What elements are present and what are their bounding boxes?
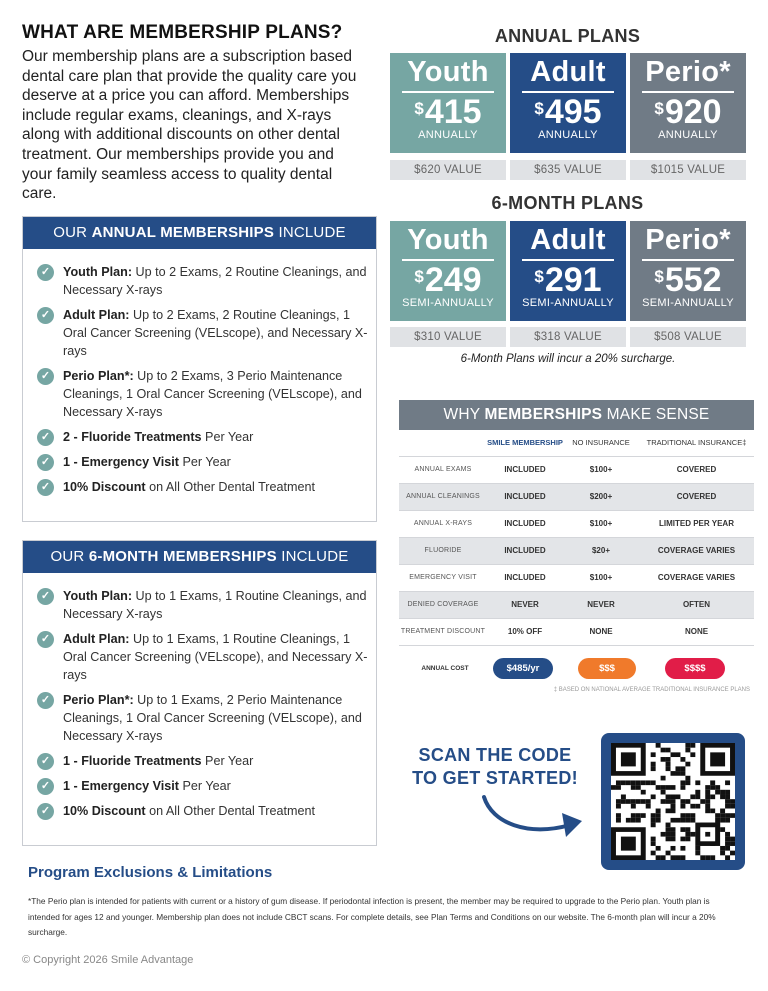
list-item-text bbox=[63, 428, 253, 446]
plan-currency: $ bbox=[414, 267, 424, 286]
check-icon: ✓ bbox=[37, 692, 54, 709]
cell-smile: INCLUDED bbox=[487, 483, 563, 510]
list-item bbox=[37, 263, 368, 299]
list-item-text bbox=[63, 802, 315, 820]
table-row bbox=[399, 483, 754, 510]
check-icon: ✓ bbox=[37, 264, 54, 281]
curved-arrow-icon bbox=[478, 793, 588, 843]
cell-smile: 10% OFF bbox=[487, 618, 563, 645]
list-item-text bbox=[63, 478, 315, 496]
list-item-bold: 1 - Fluoride Treatments bbox=[63, 754, 202, 768]
plan-price bbox=[510, 93, 626, 131]
list-item-text bbox=[63, 453, 231, 471]
cost-smile-pill: $485/yr bbox=[493, 658, 553, 679]
list-item-text bbox=[63, 777, 231, 795]
annual-plans-title: ANNUAL PLANS bbox=[494, 26, 641, 46]
list-item-bold: 1 - Emergency Visit bbox=[63, 779, 179, 793]
annual-memberships-heading: OUR ANNUAL MEMBERSHIPS INCLUDE bbox=[23, 217, 376, 249]
list-item-bold: Perio Plan*: bbox=[63, 369, 134, 383]
table-row bbox=[399, 537, 754, 564]
list-item-bold: Youth Plan: bbox=[63, 265, 133, 279]
sixmonth-plan-cards bbox=[390, 221, 746, 321]
insurance-footnote: ‡ BASED ON NATIONAL AVERAGE TRADITIONAL INSURANCE PLANS bbox=[553, 687, 750, 693]
plan-currency: $ bbox=[534, 99, 544, 118]
list-item-detail: Per Year bbox=[178, 779, 231, 793]
plan-currency: $ bbox=[534, 267, 544, 286]
scan-line-1: SCAN THE CODE bbox=[418, 745, 572, 765]
cell-no-insurance: NONE bbox=[563, 618, 639, 645]
cell-smile: NEVER bbox=[487, 591, 563, 618]
plan-amount: 415 bbox=[424, 93, 482, 131]
table-row bbox=[399, 456, 754, 483]
list-item-text bbox=[63, 691, 368, 745]
plan-amount: 920 bbox=[664, 93, 722, 131]
plan-frequency: SEMI-ANNUALLY bbox=[642, 297, 734, 309]
list-item bbox=[37, 630, 368, 684]
cell-smile: INCLUDED bbox=[487, 456, 563, 483]
annual-memberships-box bbox=[22, 216, 377, 522]
why-memberships-table bbox=[399, 400, 754, 646]
plan-currency: $ bbox=[414, 99, 424, 118]
cell-no-insurance: NEVER bbox=[563, 591, 639, 618]
list-item-text bbox=[63, 587, 368, 623]
plan-card-perio bbox=[630, 221, 746, 321]
plan-price bbox=[510, 261, 626, 299]
check-icon: ✓ bbox=[37, 588, 54, 605]
check-icon: ✓ bbox=[37, 631, 54, 648]
cell-traditional: LIMITED PER YEAR bbox=[639, 510, 754, 537]
plan-currency: $ bbox=[654, 99, 664, 118]
plan-value: $508 VALUE bbox=[630, 327, 746, 347]
plan-price bbox=[390, 261, 506, 299]
intro-body: Our membership plans are a subscription based dental care plan that provide the quality care you deserve at a price you can afford. Memberships include regular exams, cleanings, and X-rays along with additional discounts on other dental treatment. Our memberships provide you and your family seamless access to quality dental care. bbox=[22, 48, 357, 203]
annual-cost-row bbox=[399, 658, 754, 679]
plan-name: Youth bbox=[407, 56, 489, 88]
list-item bbox=[37, 428, 368, 446]
plan-amount: 249 bbox=[424, 261, 482, 299]
column-header-traditional: TRADITIONAL INSURANCE‡ bbox=[646, 438, 747, 448]
list-item-bold: 1 - Emergency Visit bbox=[63, 455, 179, 469]
plan-currency: $ bbox=[654, 267, 664, 286]
cell-no-insurance: $200+ bbox=[563, 483, 639, 510]
cost-no-insurance-pill: $$$ bbox=[578, 658, 636, 679]
list-item-detail: on All Other Dental Treatment bbox=[145, 804, 315, 818]
cell-no-insurance: $100+ bbox=[563, 564, 639, 591]
list-item bbox=[37, 587, 368, 623]
sixmonth-memberships-box bbox=[22, 540, 377, 846]
annual-cost-label: ANNUAL COST bbox=[421, 665, 469, 672]
cell-traditional: COVERAGE VARIES bbox=[639, 564, 754, 591]
plan-frequency: ANNUALLY bbox=[658, 129, 718, 141]
plan-name: Adult bbox=[530, 56, 606, 88]
list-item-detail: Up to 1 Exams, 1 Routine Cleanings, 1 Oral Cancer Screening (VELscope), and Necessary X-rays bbox=[63, 632, 368, 682]
why-memberships-heading: WHY MEMBERSHIPS MAKE SENSE bbox=[399, 400, 754, 430]
list-item-text bbox=[63, 630, 368, 684]
plan-card-youth bbox=[390, 221, 506, 321]
list-item-detail: Up to 2 Exams, 2 Routine Cleanings, 1 Oral Cancer Screening (VELscope), and Necessary X-rays bbox=[63, 308, 368, 358]
plan-card-perio bbox=[630, 53, 746, 153]
row-label: ANNUAL EXAMS bbox=[399, 456, 487, 483]
list-item-bold: Adult Plan: bbox=[63, 632, 130, 646]
list-item bbox=[37, 752, 368, 770]
list-item-bold: Adult Plan: bbox=[63, 308, 130, 322]
plan-card-adult bbox=[510, 53, 626, 153]
list-item bbox=[37, 453, 368, 471]
list-item-detail: Up to 2 Exams, 2 Routine Cleanings, and Necessary X-rays bbox=[63, 265, 367, 297]
list-item-detail: on All Other Dental Treatment bbox=[145, 480, 315, 494]
cost-traditional-pill: $$$$ bbox=[665, 658, 725, 679]
check-icon: ✓ bbox=[37, 778, 54, 795]
plan-amount: 291 bbox=[544, 261, 602, 299]
surcharge-note: 6-Month Plans will incur a 20% surcharge. bbox=[460, 353, 676, 365]
list-item-detail: Per Year bbox=[201, 754, 254, 768]
list-item-detail: Per Year bbox=[201, 430, 254, 444]
plan-frequency: ANNUALLY bbox=[418, 129, 478, 141]
exclusions-text: *The Perio plan is intended for patients with current or a history of gum disease. If periodontal infection is present, the member may be required to upgrade to the Perio plan. Youth plan is intended for ages 12 and younger. Membership plan does not include CBCT scans. For complete details, see Plan Terms and Conditions on our website. The 6-month plan will incur a 20% surcharge. bbox=[28, 896, 716, 937]
plan-name: Adult bbox=[530, 224, 606, 256]
row-label: ANNUAL X-RAYS bbox=[399, 510, 487, 537]
row-label: EMERGENCY VISIT bbox=[399, 564, 487, 591]
list-item-bold: 2 - Fluoride Treatments bbox=[63, 430, 202, 444]
list-item bbox=[37, 691, 368, 745]
plan-name: Youth bbox=[407, 224, 489, 256]
intro-title: WHAT ARE MEMBERSHIP PLANS? bbox=[22, 22, 343, 43]
list-item-text bbox=[63, 752, 253, 770]
sixmonth-memberships-list bbox=[23, 573, 376, 837]
table-row bbox=[399, 591, 754, 618]
list-item bbox=[37, 306, 368, 360]
sixmonth-plans-title: 6-MONTH PLANS bbox=[491, 193, 644, 213]
plan-price bbox=[630, 93, 746, 131]
sixmonth-memberships-heading: OUR 6-MONTH MEMBERSHIPS INCLUDE bbox=[23, 541, 376, 573]
cell-traditional: COVERED bbox=[639, 483, 754, 510]
plan-amount: 495 bbox=[544, 93, 602, 131]
cell-smile: INCLUDED bbox=[487, 510, 563, 537]
list-item bbox=[37, 478, 368, 496]
cell-traditional: NONE bbox=[639, 618, 754, 645]
list-item-text bbox=[63, 306, 368, 360]
table-header-row bbox=[399, 430, 754, 456]
cell-smile: INCLUDED bbox=[487, 537, 563, 564]
annual-memberships-list bbox=[23, 249, 376, 513]
cell-no-insurance: $100+ bbox=[563, 510, 639, 537]
column-header-label bbox=[399, 430, 487, 456]
check-icon: ✓ bbox=[37, 479, 54, 496]
list-item-bold: Perio Plan*: bbox=[63, 693, 134, 707]
plan-name: Perio* bbox=[645, 56, 731, 88]
cell-traditional: COVERED bbox=[639, 456, 754, 483]
exclusions-title: Program Exclusions & Limitations bbox=[28, 864, 273, 881]
copyright: © Copyright 2026 Smile Advantage bbox=[22, 954, 194, 966]
check-icon: ✓ bbox=[37, 429, 54, 446]
table-row bbox=[399, 618, 754, 645]
column-header-no-insurance: NO INSURANCE bbox=[572, 438, 630, 448]
plan-frequency: SEMI-ANNUALLY bbox=[402, 297, 494, 309]
list-item-detail: Up to 1 Exams, 1 Routine Cleanings, and Necessary X-rays bbox=[63, 589, 367, 621]
row-label: ANNUAL CLEANINGS bbox=[399, 483, 487, 510]
list-item-bold: Youth Plan: bbox=[63, 589, 133, 603]
plan-card-youth bbox=[390, 53, 506, 153]
check-icon: ✓ bbox=[37, 307, 54, 324]
row-label: DENIED COVERAGE bbox=[399, 591, 487, 618]
list-item bbox=[37, 367, 368, 421]
plan-value: $620 VALUE bbox=[390, 160, 506, 180]
plan-value: $318 VALUE bbox=[510, 327, 626, 347]
list-item-text bbox=[63, 367, 368, 421]
cell-smile: INCLUDED bbox=[487, 564, 563, 591]
list-item-detail: Per Year bbox=[178, 455, 231, 469]
list-item-detail: Up to 2 Exams, 3 Perio Maintenance Cleanings, 1 Oral Cancer Screening (VELscope), and Necessary X-rays bbox=[63, 369, 362, 419]
check-icon: ✓ bbox=[37, 368, 54, 385]
row-label: FLUORIDE bbox=[399, 537, 487, 564]
annual-plan-values bbox=[390, 160, 746, 180]
plan-frequency: SEMI-ANNUALLY bbox=[522, 297, 614, 309]
plan-card-adult bbox=[510, 221, 626, 321]
column-header-smile: SMILE MEMBERSHIP bbox=[487, 438, 563, 448]
list-item-text bbox=[63, 263, 368, 299]
list-item-detail: Up to 1 Exams, 2 Perio Maintenance Cleanings, 1 Oral Cancer Screening (VELscope), and Necessary X-rays bbox=[63, 693, 362, 743]
qr-code[interactable] bbox=[601, 733, 745, 870]
cell-traditional: COVERAGE VARIES bbox=[639, 537, 754, 564]
row-label: TREATMENT DISCOUNT bbox=[399, 618, 487, 645]
check-icon: ✓ bbox=[37, 454, 54, 471]
plan-price bbox=[390, 93, 506, 131]
annual-plan-cards bbox=[390, 53, 746, 153]
scan-callout bbox=[405, 744, 585, 790]
scan-line-2: TO GET STARTED! bbox=[412, 768, 578, 788]
list-item-bold: 10% Discount bbox=[63, 480, 146, 494]
sixmonth-plan-values bbox=[390, 327, 746, 347]
check-icon: ✓ bbox=[37, 753, 54, 770]
plan-value: $635 VALUE bbox=[510, 160, 626, 180]
table-row bbox=[399, 510, 754, 537]
plan-name: Perio* bbox=[645, 224, 731, 256]
list-item bbox=[37, 802, 368, 820]
plan-price bbox=[630, 261, 746, 299]
list-item-bold: 10% Discount bbox=[63, 804, 146, 818]
plan-amount: 552 bbox=[664, 261, 722, 299]
plan-value: $1015 VALUE bbox=[630, 160, 746, 180]
intro-section bbox=[22, 22, 362, 204]
cell-no-insurance: $100+ bbox=[563, 456, 639, 483]
qr-code-icon bbox=[611, 743, 735, 860]
cell-traditional: OFTEN bbox=[639, 591, 754, 618]
plan-value: $310 VALUE bbox=[390, 327, 506, 347]
check-icon: ✓ bbox=[37, 803, 54, 820]
table-row bbox=[399, 564, 754, 591]
cell-no-insurance: $20+ bbox=[563, 537, 639, 564]
plan-frequency: ANNUALLY bbox=[538, 129, 598, 141]
list-item bbox=[37, 777, 368, 795]
